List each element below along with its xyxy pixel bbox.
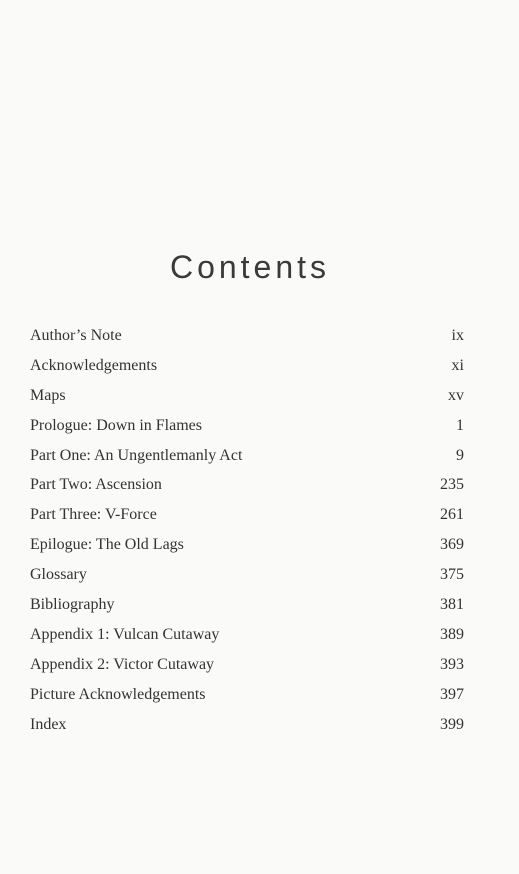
toc-entry bbox=[30, 412, 464, 442]
toc-entry bbox=[30, 681, 464, 711]
toc-entry-page: 9 bbox=[456, 446, 464, 464]
toc-entry-page: 381 bbox=[440, 596, 464, 614]
toc-entry-label: Picture Acknowledgements bbox=[30, 685, 206, 703]
toc-entry-page: 389 bbox=[440, 625, 464, 643]
toc-entry-label: Appendix 2: Victor Cutaway bbox=[30, 655, 215, 673]
toc-entry bbox=[30, 651, 464, 681]
toc-entry bbox=[30, 501, 464, 531]
toc-entry bbox=[30, 561, 464, 591]
toc-entry-label: Part One: An Ungentlemanly Act bbox=[30, 446, 243, 464]
toc-entry-label: Author’s Note bbox=[30, 327, 122, 344]
toc-entry-label: Prologue: Down in Flames bbox=[30, 416, 202, 434]
toc-entry-label: Maps bbox=[30, 386, 66, 404]
toc-entry-page: 375 bbox=[440, 566, 464, 584]
toc-entry-page: 399 bbox=[440, 715, 464, 733]
toc-entry bbox=[30, 711, 464, 741]
toc-entry-label: Part Two: Ascension bbox=[30, 476, 162, 494]
toc-entry bbox=[30, 531, 464, 561]
toc-entry bbox=[30, 352, 464, 382]
toc-entry-page: 261 bbox=[440, 506, 464, 524]
toc-entry-label: Bibliography bbox=[30, 596, 115, 614]
toc-entry-label: Acknowledgements bbox=[30, 356, 158, 374]
toc-entry bbox=[30, 442, 464, 472]
toc-entry-label: Index bbox=[30, 715, 67, 733]
toc-entry-page: 235 bbox=[440, 476, 464, 494]
toc-entry bbox=[30, 591, 464, 621]
toc-entry bbox=[30, 471, 464, 501]
toc-entry bbox=[30, 322, 464, 352]
toc-entry-label: Epilogue: The Old Lags bbox=[30, 536, 184, 554]
toc-entry-page: 393 bbox=[440, 655, 464, 673]
toc-entry-page: ix bbox=[451, 327, 464, 344]
toc-entry-page: 1 bbox=[456, 416, 464, 434]
page-title: Contents bbox=[169, 249, 331, 286]
toc-entry-page: xi bbox=[451, 356, 464, 374]
toc-entry bbox=[30, 382, 464, 412]
toc-entry-page: 369 bbox=[440, 536, 464, 554]
toc-entry-label: Appendix 1: Vulcan Cutaway bbox=[30, 625, 220, 643]
table-of-contents bbox=[30, 322, 464, 740]
toc-entry-page: xv bbox=[448, 386, 464, 404]
toc-entry-label: Part Three: V-Force bbox=[30, 506, 157, 524]
toc-entry-label: Glossary bbox=[30, 566, 87, 584]
toc-entry-page: 397 bbox=[440, 685, 464, 703]
toc-entry bbox=[30, 621, 464, 651]
